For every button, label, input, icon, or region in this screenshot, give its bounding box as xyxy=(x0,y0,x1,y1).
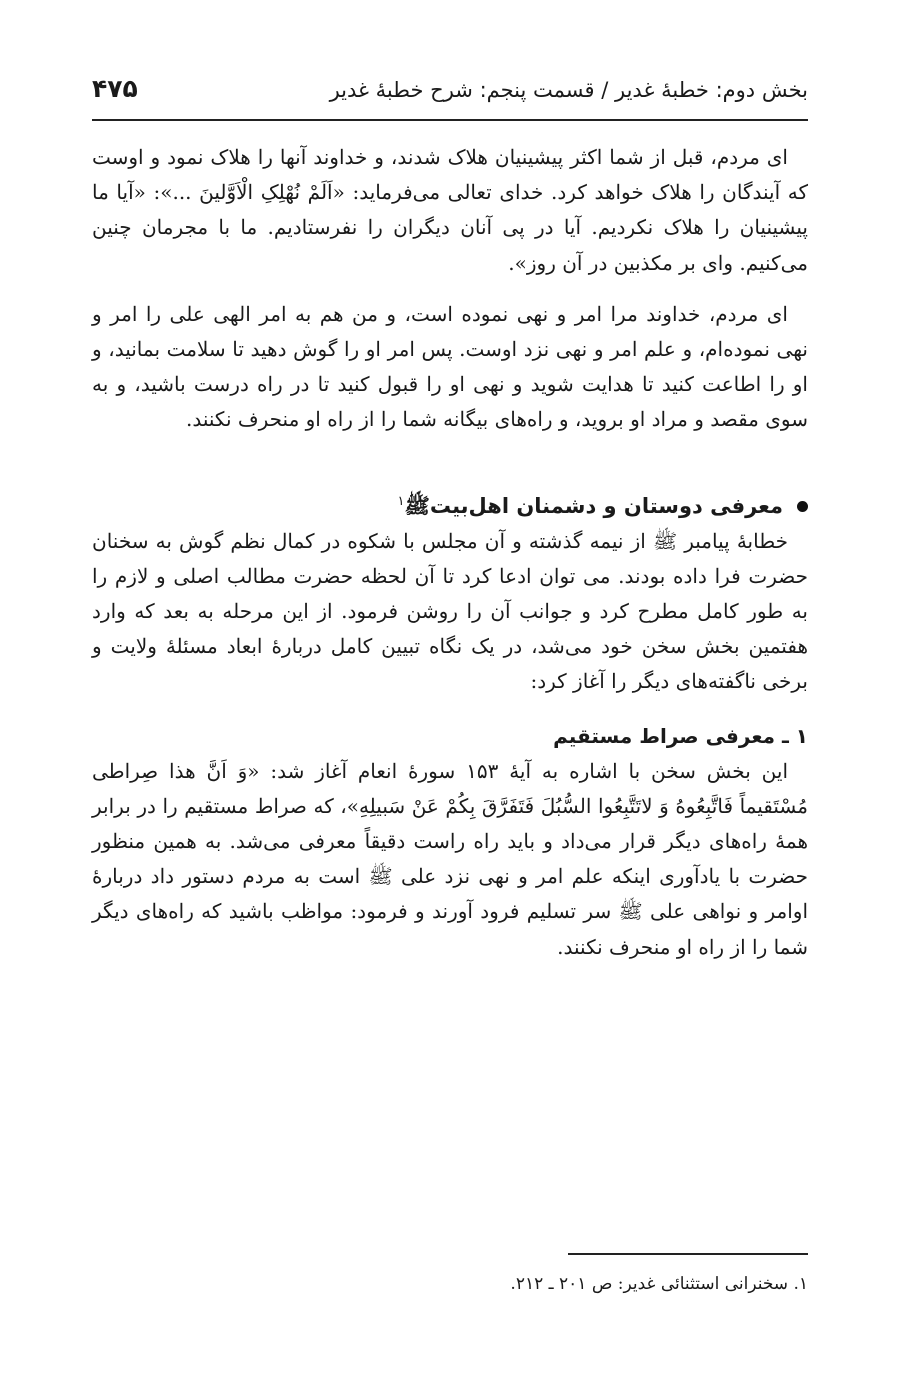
subsection-heading: ۱ ـ معرفی صراط مستقیم xyxy=(553,723,808,748)
bullet-icon xyxy=(797,501,808,512)
subsection-paragraph: این بخش سخن با اشاره به آیهٔ ۱۵۳ سورهٔ انعام آغاز شد: «وَ اَنَّ هذا صِراطی مُسْتَقیماً فَاتَّبِعُوهُ وَ لاتَتَّبِعُوا السُّبُلَ فَتَفَرَّقَ بِکُمْ عَنْ سَبیلِهِ»، که صراط مستقیم را در برابر همهٔ راه‌های دیگر قرار می‌داد و باید راه راست دقیقاً معرفی می‌شد. به همین منظور حضرت با یادآوری اینکه علم امر و نهی نزد علی ﷺ است به مردم دستور داد دربارهٔ اوامر و نواهی علی ﷺ سر تسلیم فرود آورند و فرمود: مواظب باشید که راه‌های دیگر شما را از راه او منحرف نکنند. xyxy=(92,758,808,959)
header-divider xyxy=(92,119,808,121)
page-number: ۴۷۵ xyxy=(92,74,138,103)
section-heading-text: معرفی دوستان و دشمنان اهل‌بیت xyxy=(429,493,783,518)
paragraph-2: ای مردم، خداوند مرا امر و نهی نموده است، و من هم به امر الهی علی را امر و نهی نموده‌ام، و علم امر و نهی نزد اوست. پس امر او را گوش دهید تا سلامت بمانید، و او را اطاعت کنید تا هدایت شوید و نهی او را قبول کنید تا در راه درست باشید، و به سوی مقصد و مراد او بروید، و راه‌های بیگانه شما را از راه او منحرف نکنند. xyxy=(92,301,808,432)
footnote-divider xyxy=(568,1253,808,1255)
body-text xyxy=(92,140,808,965)
page-header xyxy=(92,74,808,114)
section-heading xyxy=(92,484,808,524)
honorific-symbol: ﷺ xyxy=(404,493,430,518)
footnote: ۱. سخنرانی استثنائی غدیر: ص ۲۰۱ ـ ۲۱۲. xyxy=(510,1274,808,1294)
section-paragraph: خطابهٔ پیامبر ﷺ از نیمه گذشته و آن مجلس با شکوه در کمال نظم گوش به سخنان حضرت فرا داده بودند. می توان ادعا کرد تا آن لحظه حضرت مطالب اصلی و لازم را به طور کامل مطرح کرد و جوانب آن را روشن فرمود. از این مرحله به بعد که وارد هفتمین بخش سخن خود می‌شد، در یک نگاه تبیین کامل دربارهٔ ابعاد مسئلهٔ ولایت و برخی ناگفته‌های دیگر را آغاز کرد: xyxy=(92,528,808,694)
running-header-title: بخش دوم: خطبهٔ غدیر / قسمت پنجم: شرح خطبهٔ غدیر xyxy=(329,78,808,102)
paragraph-1: ای مردم، قبل از شما اکثر پیشینیان هلاک شدند، و خداوند آنها را هلاک نمود و اوست که آیندگان را هلاک خواهد کرد. خدای تعالی می‌فرماید: «اَلَمْ نُهْلِکِ الْاَوَّلینَ ...»: «آیا ما پیشینیان را هلاک نکردیم. آیا در پی آنان دیگران را نفرستادیم. ما با مجرمان چنین می‌کنیم. وای بر مکذبین در آن روز». xyxy=(92,145,808,275)
footnote-reference: ۱ xyxy=(397,493,405,509)
